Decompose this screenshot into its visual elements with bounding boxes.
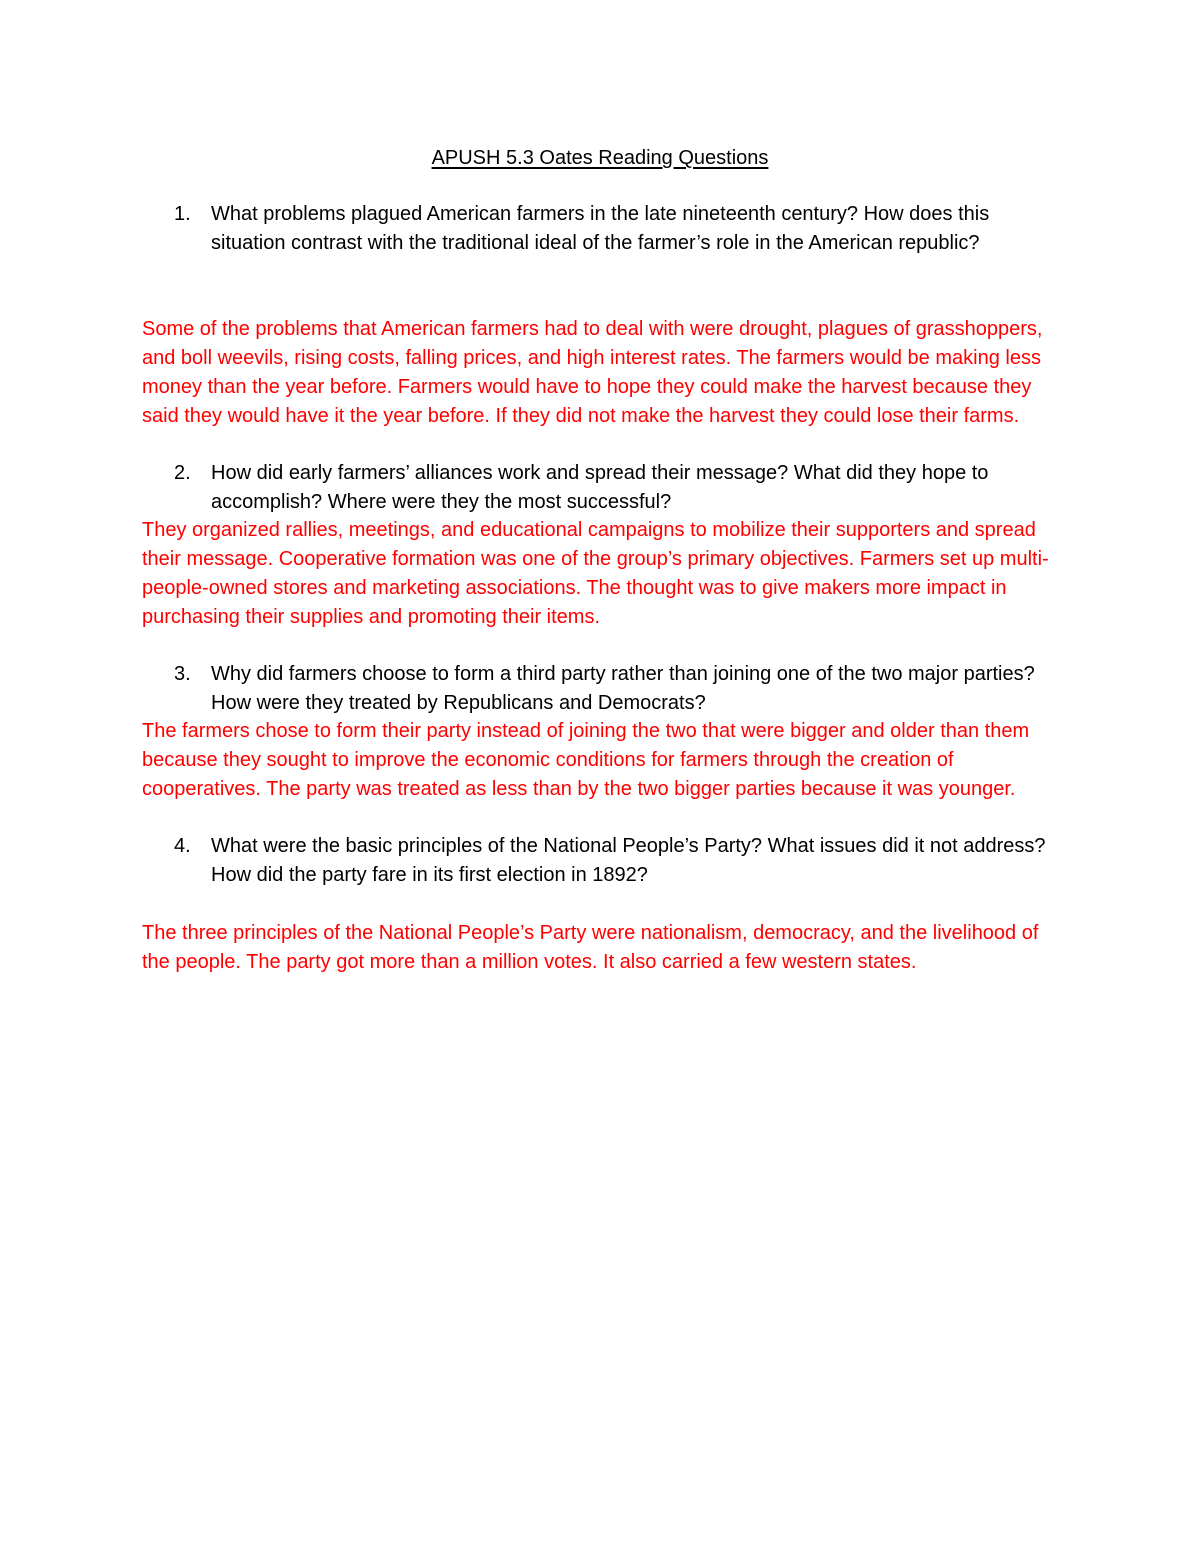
question-text: What problems plagued American farmers in the late nineteenth century? How does this situation contrast with the traditional ideal of the farmer’s role in the American republic? — [211, 203, 990, 254]
question-number: 2. — [174, 462, 191, 484]
document-title: APUSH 5.3 Oates Reading Questions — [431, 147, 769, 169]
question-number: 4. — [174, 835, 191, 857]
answer-2: They organized rallies, meetings, and educational campaigns to mobilize their supporters and spread their message. Cooperative formation was one of the group’s primary objectives. Farmers set up multi-people-owned stores and marketing associations. The thought was to give makers more impact in purchasing their supplies and promoting their items. — [142, 519, 1049, 628]
question-2 — [174, 459, 1054, 517]
question-text: What were the basic principles of the National People’s Party? What issues did it not address? How did the party fare in its first election in 1892? — [211, 835, 1046, 886]
question-4 — [174, 832, 1054, 890]
question-text: How did early farmers’ alliances work and spread their message? What did they hope to accomplish? Where were they the most successful? — [211, 462, 989, 513]
question-number: 3. — [174, 663, 191, 685]
question-number: 1. — [174, 203, 191, 225]
answer-1: Some of the problems that American farmers had to deal with were drought, plagues of grasshoppers, and boll weevils, rising costs, falling prices, and high interest rates. The farmers would be making less money than the year before. Farmers would have to hope they could make the harvest because they said they would have it the year before. If they did not make the harvest they could lose their farms. — [142, 318, 1043, 427]
question-text: Why did farmers choose to form a third party rather than joining one of the two major parties? How were they treated by Republicans and Democrats? — [211, 663, 1035, 714]
question-3 — [174, 660, 1054, 718]
answer-4: The three principles of the National People’s Party were nationalism, democracy, and the livelihood of the people. The party got more than a million votes. It also carried a few western states. — [142, 922, 1039, 973]
question-1 — [174, 200, 1054, 258]
answer-3: The farmers chose to form their party instead of joining the two that were bigger and older than them because they sought to improve the economic conditions for farmers through the creation of cooperatives. The party was treated as less than by the two bigger parties because it was younger. — [142, 720, 1030, 800]
